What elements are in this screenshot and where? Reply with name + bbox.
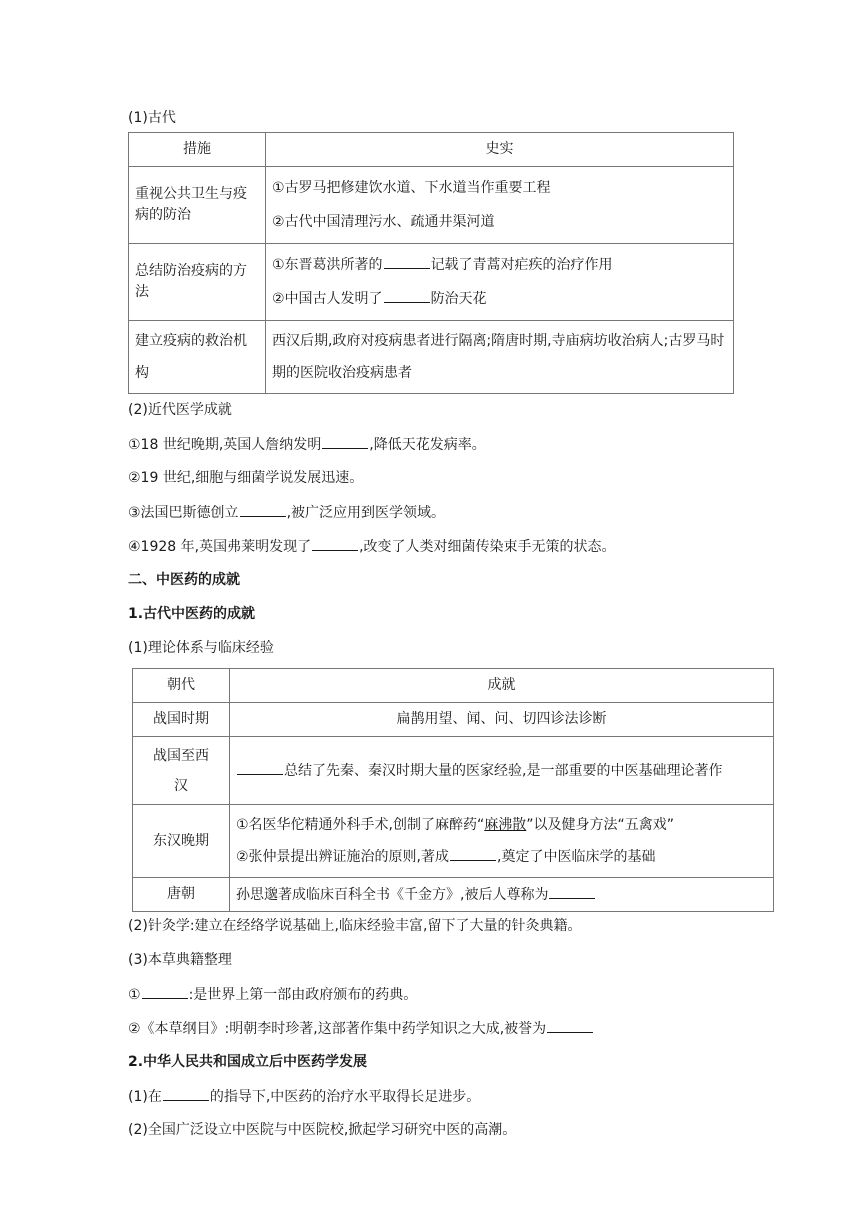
fact-text: 记载了青蒿对疟疾的治疗作用: [430, 257, 613, 273]
achievement-text: ①名医华佗精通外科手术,创制了麻醉药“: [236, 817, 485, 833]
table-cell-measure: 重视公共卫生与疫病的防治: [129, 167, 266, 244]
table-cell-achievement: 扁鹊用望、闻、问、切四诊法诊断: [230, 703, 774, 737]
fact-text: ②中国古人发明了: [272, 291, 383, 307]
table-cell-dynasty: 东汉晚期: [133, 805, 230, 878]
list-item: [128, 536, 748, 570]
item-text: (1)在: [128, 1089, 162, 1105]
achievement-line: [236, 841, 767, 873]
list-item: [128, 1086, 748, 1120]
achievement-text: ”以及健身方法“五禽戏”: [526, 817, 675, 833]
table-cell-dynasty: 唐朝: [133, 878, 230, 912]
fill-blank[interactable]: [549, 884, 595, 899]
table-cell-fact: 西汉后期,政府对疫病患者进行隔离;隋唐时期,寺庙病坊收治病人;古罗马时期的医院收治疫病患者: [266, 321, 734, 394]
fill-blank[interactable]: [322, 434, 368, 449]
subsection-title: 1.古代中医药的成就: [128, 606, 256, 622]
table-cell-fact: [266, 244, 734, 321]
achievement-text: ,奠定了中医临床学的基础: [497, 849, 656, 865]
achievement-text: 孙思邈著成临床百科全书《千金方》,被后人尊称为: [236, 886, 549, 903]
table-header-measure: 措施: [129, 133, 266, 167]
item-text: ④1928 年,英国弗莱明发现了: [128, 539, 312, 555]
fill-blank[interactable]: [384, 254, 430, 269]
list-item: [128, 434, 748, 468]
list-item: (2)全国广泛设立中医院与中医院校,掀起学习研究中医的高潮。: [128, 1122, 517, 1138]
item-text: ,改变了人类对细菌传染束手无策的状态。: [359, 539, 616, 555]
section-heading-ancient: (1)古代: [128, 110, 176, 126]
table-header-fact: 史实: [266, 133, 734, 167]
item-text: 的指导下,中医药的治疗水平取得长足进步。: [209, 1089, 481, 1105]
item-text: ③法国巴斯德创立: [128, 505, 239, 521]
fact-text: 防治天花: [430, 291, 487, 307]
fact-text: ①东晋葛洪所著的: [272, 257, 383, 273]
achievement-line: [236, 809, 767, 841]
list-item: [128, 502, 748, 536]
item-text: ,被广泛应用到医学领域。: [286, 505, 446, 521]
item-text: :是世界上第一部由政府颁布的药典。: [188, 987, 418, 1003]
item-text: ①: [128, 987, 141, 1003]
achievement-text: 总结了先秦、秦汉时期大量的医家经验,是一部重要的中医基础理论著作: [284, 762, 723, 779]
fill-blank[interactable]: [312, 536, 358, 551]
fill-blank[interactable]: [384, 288, 430, 303]
table-cell-achievement: [230, 878, 774, 912]
section-heading-modern: (2)近代医学成就: [128, 402, 232, 418]
table-cell-fact: [266, 167, 734, 244]
table-cell-measure: 总结防治疫病的方法: [129, 244, 266, 321]
table-cell-dynasty: 战国时期: [133, 703, 230, 737]
achievement-text: ②张仲景提出辨证施治的原则,著成: [236, 849, 450, 865]
table-cell-achievement: [230, 737, 774, 805]
subsection-heading: (3)本草典籍整理: [128, 952, 232, 968]
table-cell-dynasty: 战国至西汉: [133, 737, 230, 805]
fill-blank[interactable]: [547, 1018, 593, 1033]
paragraph: (2)针灸学:建立在经络学说基础上,临床经验丰富,留下了大量的针灸典籍。: [128, 918, 582, 934]
ancient-measures-table: [128, 132, 734, 394]
table-cell-achievement: [230, 805, 774, 878]
list-item: ②19 世纪,细胞与细菌学说发展迅速。: [128, 470, 364, 486]
part-title: 二、中医药的成就: [128, 572, 240, 588]
item-text: ①18 世纪晚期,英国人詹纳发明: [128, 437, 322, 453]
worksheet: [128, 108, 748, 1154]
subsection-title: 2.中华人民共和国成立后中医药学发展: [128, 1054, 368, 1070]
fact-line: [272, 282, 727, 316]
fill-blank[interactable]: [142, 984, 188, 999]
fill-blank[interactable]: [450, 846, 496, 861]
item-text: ,降低天花发病率。: [369, 437, 486, 453]
underlined-term: 麻沸散: [484, 817, 527, 833]
table-header-achievement: 成就: [230, 669, 774, 703]
list-item: [128, 1018, 748, 1052]
table-header-dynasty: 朝代: [133, 669, 230, 703]
table-cell-measure: 建立疫病的救治机构: [129, 321, 266, 394]
fact-line: ②古代中国清理污水、疏通井渠河道: [272, 214, 495, 230]
tcm-achievements-table: [132, 668, 774, 912]
fill-blank[interactable]: [163, 1086, 209, 1101]
subsection-heading: (1)理论体系与临床经验: [128, 640, 274, 656]
list-item: [128, 984, 748, 1018]
fact-line: ①古罗马把修建饮水道、下水道当作重要工程: [272, 180, 551, 196]
item-text: ②《本草纲目》:明朝李时珍著,这部著作集中药学知识之大成,被誉为: [128, 1021, 547, 1037]
fill-blank[interactable]: [237, 760, 283, 775]
fact-line: [272, 248, 727, 282]
fill-blank[interactable]: [240, 502, 286, 517]
